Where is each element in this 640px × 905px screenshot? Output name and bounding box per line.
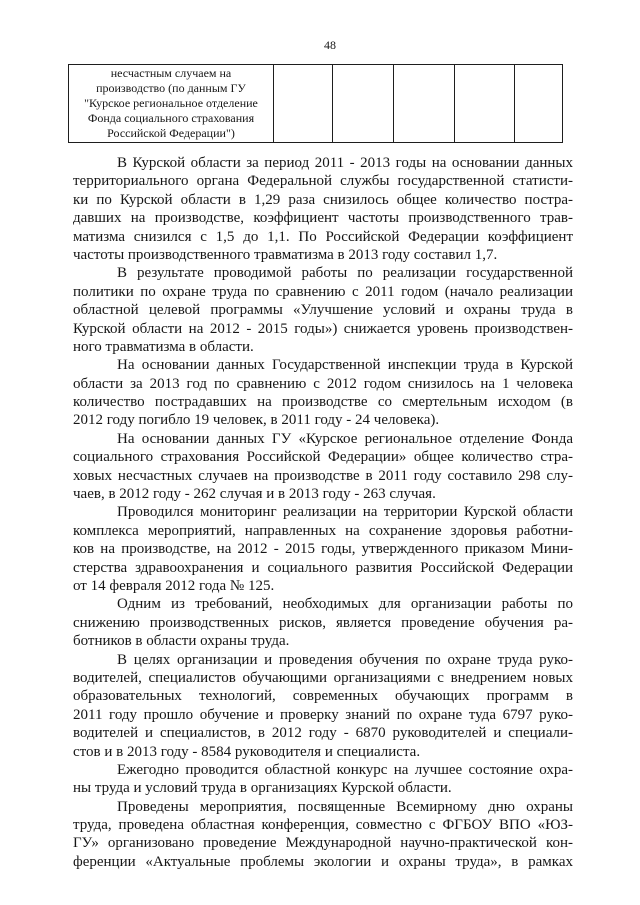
paragraph-4 — [73, 430, 573, 504]
text-line: от 14 февраля 2012 года № 125. — [73, 577, 275, 594]
paragraph-2 — [73, 264, 573, 356]
table-cell-empty — [332, 65, 393, 142]
text-line: 2011 году прошло обучение и проверку знаний по охране туда 6797 руко- — [73, 706, 573, 723]
table-cell-line: несчастным случаем на — [110, 66, 232, 80]
paragraph-3 — [73, 356, 573, 430]
text-line: В результате проводимой работы по реализации государственной — [117, 265, 573, 282]
paragraph-5 — [73, 503, 573, 595]
text-line: частоты производственного травматизма в 2013 году составил 1,7. — [73, 246, 498, 263]
text-line: водителей и специалистов, в 2012 году - 6870 руководителей и специали- — [73, 725, 573, 742]
paragraph-8 — [73, 761, 573, 798]
text-line: области за 2013 год по сравнению с 2012 годом снизилось на 1 человека — [73, 375, 573, 392]
text-line: На основании данных Государственной инспекции труда в Курской — [117, 357, 573, 374]
paragraph-6 — [73, 595, 573, 650]
table-cell-description — [69, 65, 273, 142]
text-line: ботников в области охраны труда. — [73, 633, 290, 650]
text-line: 2012 году погибло 19 человек, в 2011 году - 24 человека). — [73, 412, 440, 429]
text-line: Одним из требований, необходимых для организации работы по — [117, 596, 573, 613]
page-number: 48 — [324, 38, 336, 52]
text-line: снижению производственных рисков, является проведение обучения ра- — [73, 614, 573, 631]
table-cell-empty — [273, 65, 332, 142]
text-line: Ежегодно проводится областной конкурс на лучшее состояние охра- — [117, 761, 573, 778]
text-line: областной целевой программы «Улучшение условий и охраны труда в — [73, 302, 573, 319]
text-line: водителей, специалистов обучающими организациями с внедрением новых — [73, 669, 573, 686]
text-line: В целях организации и проведения обучения по охране труда руко- — [117, 651, 573, 668]
text-line: комплекса мероприятий, направленных на сохранение здоровья работни- — [73, 522, 573, 539]
text-line: В Курской области за период 2011 - 2013 годы на основании данных — [117, 155, 573, 171]
text-line: ки по Курской области в 1,29 раза снизилось общее количество постра- — [73, 191, 573, 208]
body-text — [73, 154, 573, 871]
text-line: матизма снизился с 1,5 до 1,1. По Российской Федерации коэффициент — [73, 228, 573, 245]
paragraph-1 — [73, 154, 573, 264]
text-line: социального страхования Российской Федерации» общее количество стра- — [73, 449, 573, 466]
text-line: территориального органа Федеральной службы государственной статисти- — [73, 173, 573, 190]
table-cell-line: Фонда социального страхования — [87, 111, 255, 125]
paragraph-7 — [73, 651, 573, 761]
text-line: ференции «Актуальные проблемы экологии и охраны труда», в рамках — [73, 853, 573, 870]
text-line: количество пострадавших на производстве со смертельным исходом (в — [73, 394, 573, 411]
paragraph-9 — [73, 798, 573, 872]
text-line: чаев, в 2012 году - 262 случая и в 2013 году - 263 случая. — [73, 486, 436, 503]
text-line: ГУ» организовано проведение Международной научно-практической кон- — [73, 835, 573, 852]
table-fragment — [68, 64, 563, 143]
text-line: Проводился мониторинг реализации на территории Курской области — [117, 504, 573, 521]
table-cell-line: Российской Федерации") — [107, 126, 235, 140]
text-line: ховых несчастных случаев на производстве в 2011 году составило 298 слу- — [73, 467, 573, 484]
text-line: На основании данных ГУ «Курское региональное отделение Фонда — [117, 430, 573, 447]
text-line: ного травматизма в области. — [73, 338, 254, 355]
text-line: политики по охране труда по сравнению с 2011 годом (начало реализации — [73, 283, 573, 300]
table-cell-line: "Курское региональное отделение — [84, 96, 258, 110]
text-line: Курской области на 2012 - 2015 годы») снижается уровень производствен- — [73, 320, 573, 337]
table-cell-empty — [393, 65, 454, 142]
table-cell-empty — [454, 65, 514, 142]
text-line: давших на производстве, коэффициент частоты производственного трав- — [73, 210, 573, 227]
text-line: стерства здравоохранения и социального развития Российской Федерации — [73, 559, 573, 576]
text-line: ны труда и условий труда в организациях Курской области. — [73, 780, 452, 797]
text-line: стов и в 2013 году - 8584 руководителя и специалиста. — [73, 743, 421, 760]
text-line: Проведены мероприятия, посвященные Всемирному дню охраны — [117, 798, 573, 815]
text-line: образовательных технологий, современных обучающих программ в — [73, 688, 573, 705]
text-line: ков на производстве, на 2012 - 2015 годы, утвержденного приказом Мини- — [73, 541, 573, 558]
table-cell-line: производство (по данным ГУ — [96, 81, 246, 95]
text-line: труда, проведена областная конференция, совместно с ФГБОУ ВПО «ЮЗ- — [73, 817, 573, 834]
table-cell-empty — [514, 65, 562, 142]
